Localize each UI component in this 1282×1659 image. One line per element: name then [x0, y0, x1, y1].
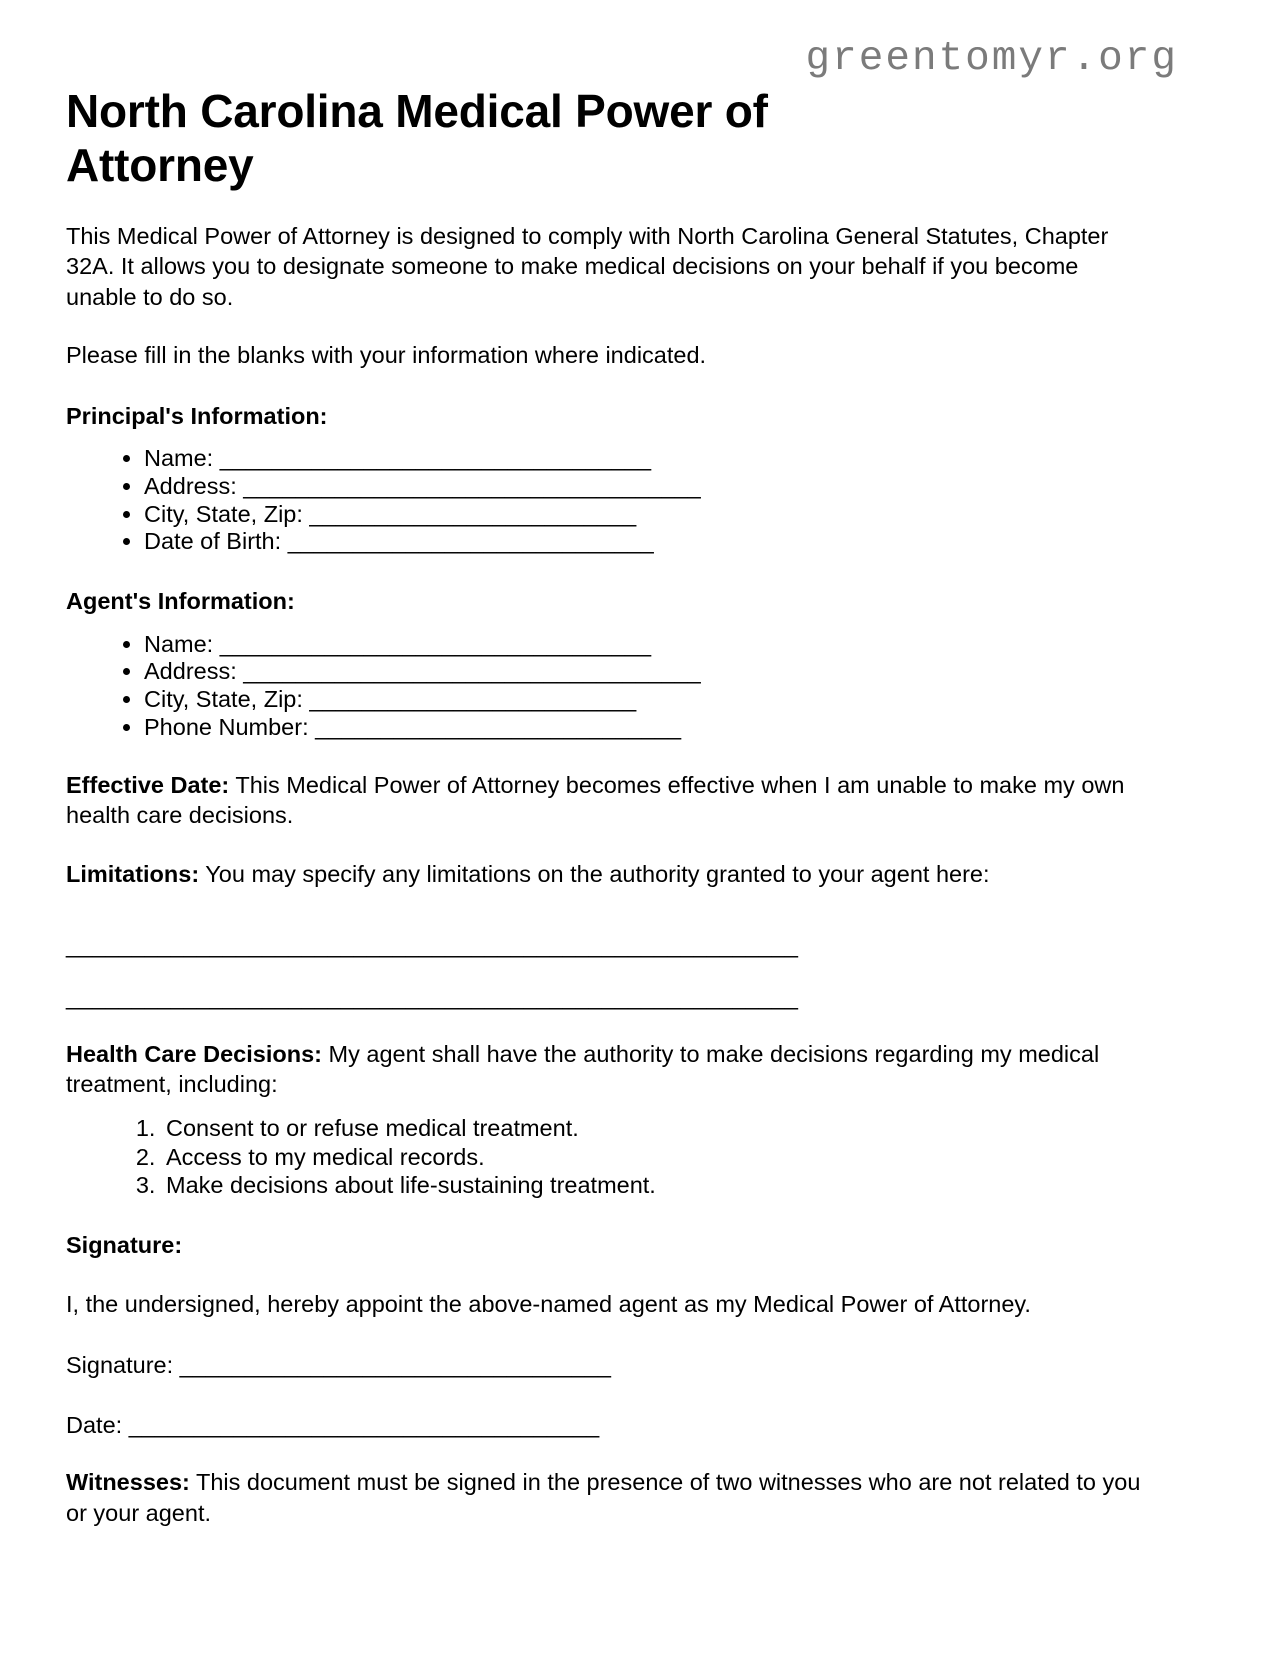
date-field-row	[66, 1379, 1216, 1439]
list-item	[144, 501, 1216, 529]
agent-fields-list	[66, 617, 1216, 742]
health-care-decisions-list	[66, 1100, 1216, 1200]
field-blank-agent-name[interactable]: _________________________________	[219, 630, 652, 657]
instruction-paragraph: Please fill in the blanks with your information where indicated.	[66, 342, 707, 369]
effective-date-label: Effective Date:	[66, 771, 230, 798]
field-label-agent-phone: Phone Number:	[144, 713, 309, 740]
site-watermark: greentomyr.org	[805, 36, 1178, 82]
field-blank-agent-city-state-zip[interactable]: _________________________	[309, 686, 637, 713]
list-item	[144, 631, 1216, 659]
principal-information-heading: Principal's Information:	[66, 402, 328, 429]
list-item: 3. Make decisions about life-sustaining treatment.	[162, 1171, 1216, 1200]
field-blank-agent-phone[interactable]: ____________________________	[315, 713, 682, 740]
date-field-label: Date:	[66, 1412, 123, 1439]
signature-statement: I, the undersigned, hereby appoint the above-named agent as my Medical Power of Attorney.	[66, 1290, 1031, 1317]
field-blank-agent-address[interactable]: ___________________________________	[243, 658, 701, 685]
signature-field-label: Signature:	[66, 1352, 174, 1379]
field-label-principal-dob: Date of Birth:	[144, 528, 282, 555]
list-item	[144, 473, 1216, 501]
field-label-principal-name: Name:	[144, 445, 214, 472]
agent-information-heading: Agent's Information:	[66, 588, 295, 615]
field-label-principal-city-state-zip: City, State, Zip:	[144, 500, 303, 527]
field-label-agent-address: Address:	[144, 658, 237, 685]
principal-fields-list	[66, 431, 1216, 556]
effective-date-paragraph	[66, 742, 1141, 831]
list-item	[144, 686, 1216, 714]
field-label-agent-name: Name:	[144, 630, 214, 657]
signature-field-blank[interactable]: _________________________________	[173, 1352, 611, 1379]
witnesses-paragraph	[66, 1439, 1141, 1528]
signature-heading: Signature:	[66, 1231, 183, 1258]
signature-field-row	[66, 1319, 1216, 1379]
limitations-blank-line-2[interactable]: ________________________________________________________	[66, 984, 798, 1011]
field-blank-principal-address[interactable]: ___________________________________	[243, 472, 701, 499]
list-item	[144, 714, 1216, 742]
limitations-blank-line-1[interactable]: ________________________________________________________	[66, 932, 798, 959]
witnesses-text: This document must be signed in the presence of two witnesses who are not related to you or your agent.	[66, 1469, 1141, 1526]
list-item	[144, 445, 1216, 473]
limitations-text: You may specify any limitations on the authority granted to your agent here:	[199, 860, 990, 887]
health-care-decisions-text: My agent shall have the authority to make decisions regarding my medical treatment, including:	[66, 1040, 1100, 1098]
health-care-decisions-label: Health Care Decisions:	[66, 1040, 322, 1067]
witnesses-label: Witnesses:	[66, 1469, 190, 1496]
field-label-principal-address: Address:	[144, 472, 237, 499]
effective-date-text: This Medical Power of Attorney becomes effective when I am unable to make my own health care decisions.	[66, 771, 1125, 829]
intro-paragraph: This Medical Power of Attorney is designed to comply with North Carolina General Statutes, Chapter 32A. It allows you to designate someone to make medical decisions on your behalf if you become unable to do so.	[66, 222, 1109, 310]
list-item: 1. Consent to or refuse medical treatment.	[162, 1114, 1216, 1143]
field-blank-principal-city-state-zip[interactable]: _________________________	[309, 500, 637, 527]
list-item	[144, 658, 1216, 686]
date-field-blank[interactable]: ____________________________________	[122, 1412, 600, 1439]
field-blank-principal-dob[interactable]: ____________________________	[287, 528, 654, 555]
list-item	[144, 528, 1216, 556]
page-title: North Carolina Medical Power of Attorney	[66, 85, 768, 192]
field-label-agent-city-state-zip: City, State, Zip:	[144, 686, 303, 713]
list-item: 2. Access to my medical records.	[162, 1143, 1216, 1172]
limitations-paragraph	[66, 831, 1141, 890]
limitations-label: Limitations:	[66, 860, 200, 887]
field-blank-principal-name[interactable]: _________________________________	[219, 445, 652, 472]
health-care-decisions-paragraph	[66, 1011, 1141, 1100]
